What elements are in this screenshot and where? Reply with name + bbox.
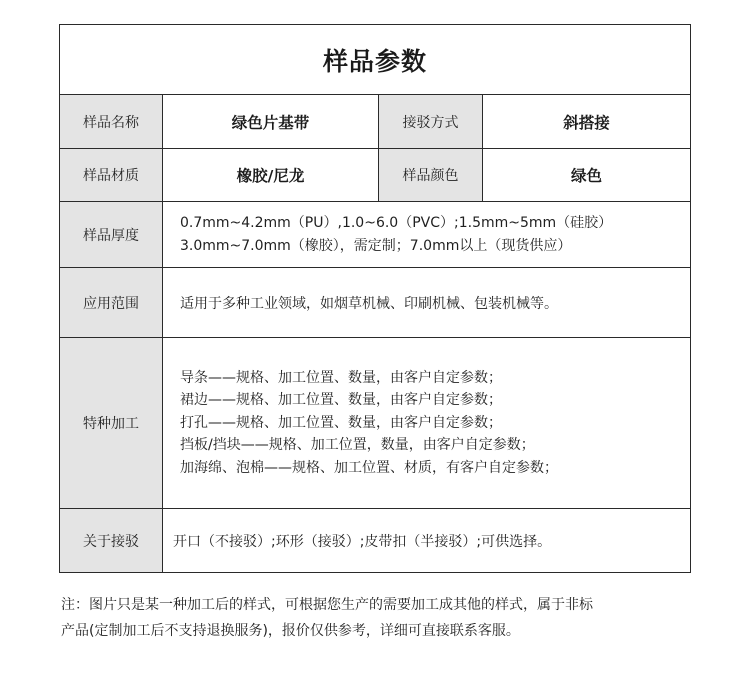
footnote-line: 注：图片只是某一种加工后的样式，可根据您生产的需要加工成其他的样式，属于非标: [61, 597, 593, 613]
value-about-joining: 开口（不接驳）;环形（接驳）;皮带扣（半接驳）;可供选择。: [173, 533, 552, 550]
row-application-range: [60, 268, 690, 338]
row-sample-name: [60, 95, 690, 149]
footnote-line: 产品(定制加工后不支持退换服务)，报价仅供参考，详细可直接联系客服。: [61, 623, 520, 639]
label-sample-name: 样品名称: [60, 95, 163, 148]
processing-line: 打孔——规格、加工位置、数量，由客户自定参数；: [180, 414, 502, 431]
value-sample-thickness: [163, 202, 690, 267]
processing-line: 加海绵、泡棉——规格、加工位置、材质，有客户自定参数；: [180, 459, 558, 476]
row-special-processing: [60, 338, 690, 509]
value-sample-material: 橡胶/尼龙: [236, 167, 305, 185]
processing-line: 导条——规格、加工位置、数量，由客户自定参数；: [180, 369, 502, 386]
value-sample-color: 绿色: [570, 167, 602, 185]
label-about-joining: 关于接驳: [60, 509, 163, 572]
label-application-range: 应用范围: [60, 268, 163, 337]
label-sample-color: 样品颜色: [378, 149, 483, 201]
value-joining-method: 斜搭接: [563, 113, 610, 132]
processing-line: 挡板/挡块——规格、加工位置，数量，由客户自定参数；: [180, 437, 535, 454]
footnote: [61, 592, 701, 644]
spec-table: [59, 24, 691, 573]
thickness-line: 0.7mm~4.2mm（PU）,1.0~6.0（PVC）;1.5mm~5mm（硅胶）: [180, 215, 613, 231]
label-sample-material: 样品材质: [60, 149, 163, 201]
label-joining-method: 接驳方式: [378, 95, 483, 148]
row-sample-thickness: [60, 202, 690, 268]
processing-line: 裙边——规格、加工位置、数量，由客户自定参数；: [180, 392, 502, 409]
table-title: 样品参数: [60, 25, 690, 95]
value-special-processing: [163, 338, 690, 508]
value-sample-name: 绿色片基带: [231, 113, 310, 132]
value-application-range: 适用于多种工业领域，如烟草机械、印刷机械、包装机械等。: [180, 295, 558, 312]
row-about-joining: [60, 509, 690, 572]
label-sample-thickness: 样品厚度: [60, 202, 163, 267]
row-sample-material: [60, 149, 690, 202]
label-special-processing: 特种加工: [60, 338, 163, 508]
thickness-line: 3.0mm~7.0mm（橡胶），需定制；7.0mm以上（现货供应）: [180, 237, 572, 254]
